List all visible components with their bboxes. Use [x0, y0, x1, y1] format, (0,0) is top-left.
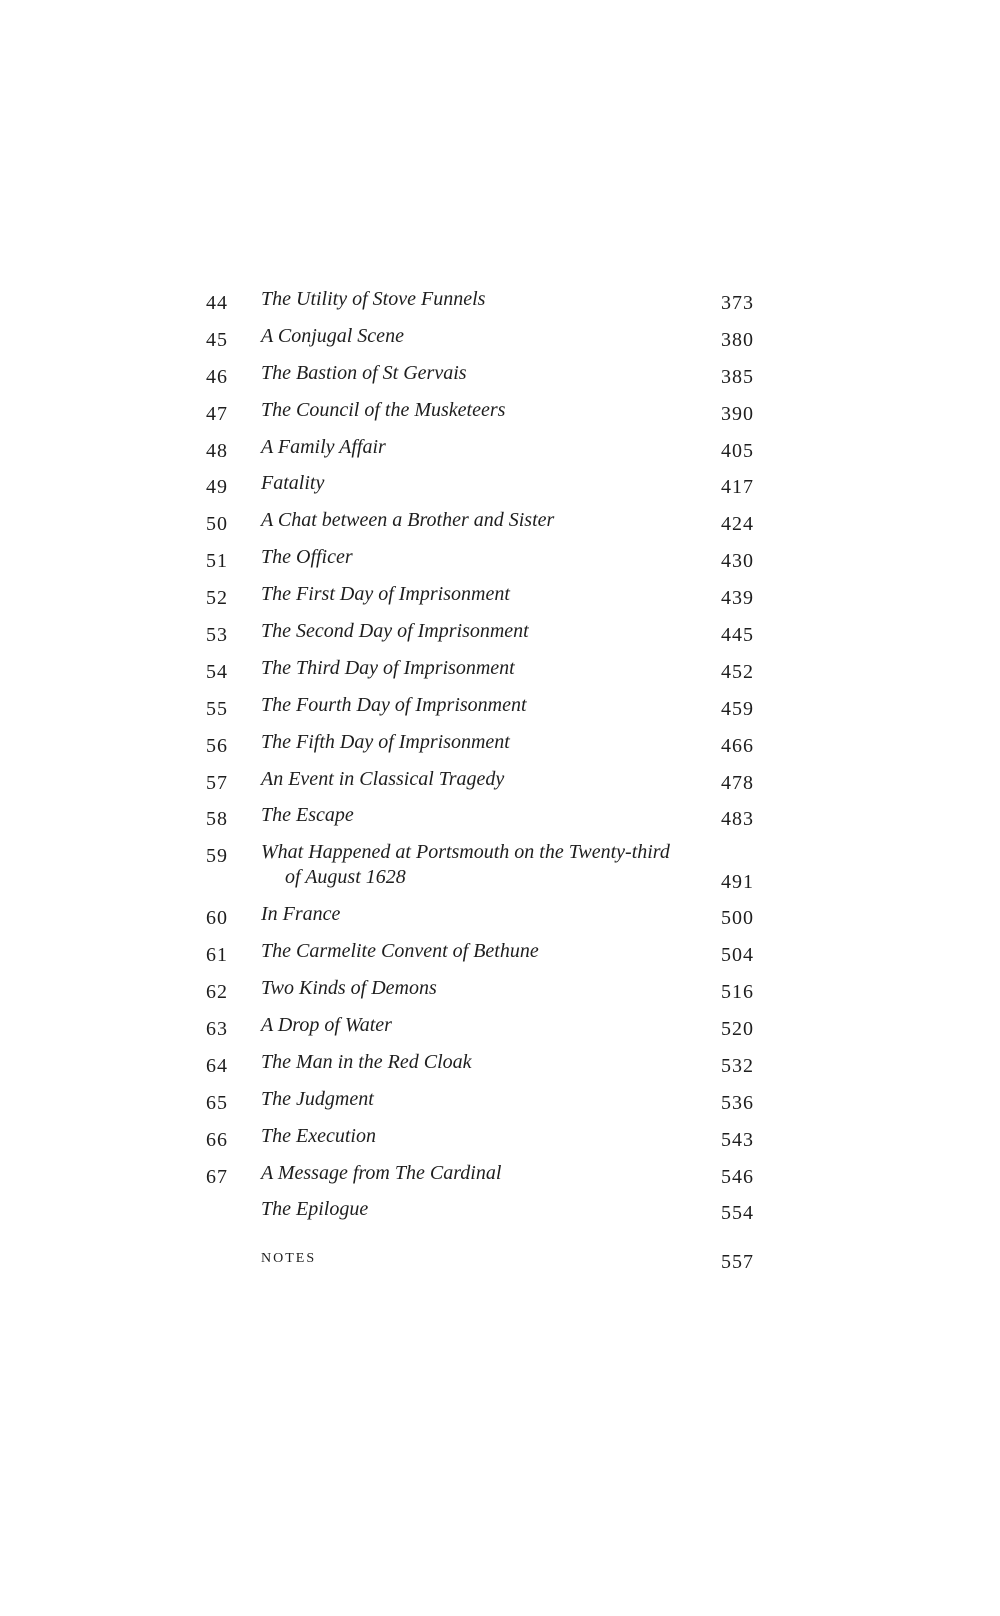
page-number: 543: [721, 1128, 754, 1151]
toc-entry[interactable]: [200, 1084, 760, 1121]
page-number: 546: [721, 1165, 754, 1188]
toc-entry[interactable]: [200, 973, 760, 1010]
toc-entry[interactable]: [200, 284, 760, 321]
toc-entry[interactable]: [200, 579, 760, 616]
chapter-title: A Drop of Water: [261, 1014, 392, 1037]
toc-entry[interactable]: [200, 837, 760, 899]
toc-entry[interactable]: [200, 727, 760, 764]
page-number: 439: [721, 587, 754, 610]
page-number: 557: [721, 1251, 754, 1274]
chapter-title: An Event in Classical Tragedy: [261, 767, 505, 790]
chapter-number: 46: [206, 365, 228, 388]
toc-entry[interactable]: [200, 616, 760, 653]
chapter-number: 55: [206, 697, 228, 720]
page-number: 532: [721, 1054, 754, 1077]
toc-entry-notes[interactable]: [200, 1241, 760, 1278]
toc-entry[interactable]: [200, 542, 760, 579]
chapter-number: 67: [206, 1165, 228, 1188]
chapter-number: 53: [206, 624, 228, 647]
chapter-title: Two Kinds of Demons: [261, 977, 437, 1000]
page-number: 504: [721, 944, 754, 967]
toc-entry[interactable]: [200, 690, 760, 727]
chapter-number: 60: [206, 907, 228, 930]
toc-entry[interactable]: [200, 395, 760, 432]
page-number: 430: [721, 550, 754, 573]
chapter-title: The Carmelite Convent of Bethune: [261, 940, 539, 963]
toc-entry[interactable]: [200, 1121, 760, 1158]
chapter-number: 48: [206, 439, 228, 462]
chapter-number: 65: [206, 1091, 228, 1114]
toc-entry[interactable]: [200, 468, 760, 505]
chapter-number: 66: [206, 1128, 228, 1151]
toc-entry[interactable]: [200, 1158, 760, 1195]
chapter-title: A Conjugal Scene: [261, 324, 404, 347]
chapter-title: The Execution: [261, 1124, 376, 1147]
chapter-title: A Chat between a Brother and Sister: [261, 509, 555, 532]
chapter-number: 57: [206, 771, 228, 794]
page-number: 500: [721, 907, 754, 930]
chapter-title-line-1: What Happened at Portsmouth on the Twenty-third: [261, 841, 670, 864]
chapter-number: 58: [206, 808, 228, 831]
notes-label: NOTES: [261, 1251, 317, 1267]
chapter-number: 54: [206, 660, 228, 683]
toc-entry[interactable]: [200, 653, 760, 690]
chapter-title: The Epilogue: [261, 1198, 369, 1221]
chapter-title: The Utility of Stove Funnels: [261, 288, 486, 310]
chapter-number: 59: [206, 845, 228, 868]
chapter-number: 50: [206, 513, 228, 536]
chapter-title: The Escape: [261, 804, 354, 827]
chapter-number: 49: [206, 476, 228, 499]
toc-entry-epilogue[interactable]: [200, 1194, 760, 1231]
page-number: 520: [721, 1018, 754, 1041]
chapter-number: 45: [206, 328, 228, 351]
chapter-number: 63: [206, 1018, 228, 1041]
toc-entry[interactable]: [200, 1047, 760, 1084]
page-number: 478: [721, 771, 754, 794]
chapter-number: 62: [206, 981, 228, 1004]
chapter-title: The Council of the Musketeers: [261, 398, 506, 421]
page-number: 536: [721, 1091, 754, 1114]
chapter-title: The Fourth Day of Imprisonment: [261, 693, 527, 716]
page-number: 466: [721, 734, 754, 757]
chapter-title: The Officer: [261, 546, 353, 569]
page-number: 491: [721, 871, 754, 894]
chapter-number: 61: [206, 944, 228, 967]
page-number: 554: [721, 1202, 754, 1225]
chapter-number: 51: [206, 550, 228, 573]
chapter-title: The Second Day of Imprisonment: [261, 620, 529, 643]
chapter-title: The First Day of Imprisonment: [261, 583, 510, 606]
toc-entry[interactable]: [200, 899, 760, 936]
page-number: 459: [721, 697, 754, 720]
chapter-number: 52: [206, 587, 228, 610]
toc-entry[interactable]: [200, 432, 760, 469]
page-number: 516: [721, 981, 754, 1004]
page-number: 424: [721, 513, 754, 536]
toc-entry[interactable]: [200, 358, 760, 395]
chapter-title: Fatality: [261, 472, 325, 495]
toc-entry[interactable]: [200, 505, 760, 542]
page-number: 483: [721, 808, 754, 831]
chapter-title: The Fifth Day of Imprisonment: [261, 730, 510, 753]
table-of-contents: [200, 284, 760, 1278]
chapter-title: [261, 841, 670, 889]
chapter-title: The Judgment: [261, 1087, 374, 1110]
chapter-title: The Third Day of Imprisonment: [261, 656, 515, 679]
chapter-title: In France: [261, 903, 341, 926]
toc-entry[interactable]: [200, 936, 760, 973]
page-number: 380: [721, 328, 754, 351]
chapter-number: 44: [206, 292, 228, 314]
page-number: 417: [721, 476, 754, 499]
page-number: 452: [721, 660, 754, 683]
chapter-number: 56: [206, 734, 228, 757]
toc-entry[interactable]: [200, 764, 760, 801]
page-number: 385: [721, 365, 754, 388]
chapter-title: A Message from The Cardinal: [261, 1161, 502, 1184]
toc-entry[interactable]: [200, 1010, 760, 1047]
chapter-title: The Bastion of St Gervais: [261, 361, 467, 384]
page-number: 390: [721, 402, 754, 425]
chapter-title: A Family Affair: [261, 435, 386, 458]
page-number: 405: [721, 439, 754, 462]
toc-entry[interactable]: [200, 800, 760, 837]
toc-entry[interactable]: [200, 321, 760, 358]
chapter-title: The Man in the Red Cloak: [261, 1050, 472, 1073]
page-number: 373: [721, 292, 754, 314]
chapter-number: 64: [206, 1054, 228, 1077]
page-number: 445: [721, 624, 754, 647]
chapter-title-line-2: of August 1628: [285, 866, 406, 889]
chapter-number: 47: [206, 402, 228, 425]
